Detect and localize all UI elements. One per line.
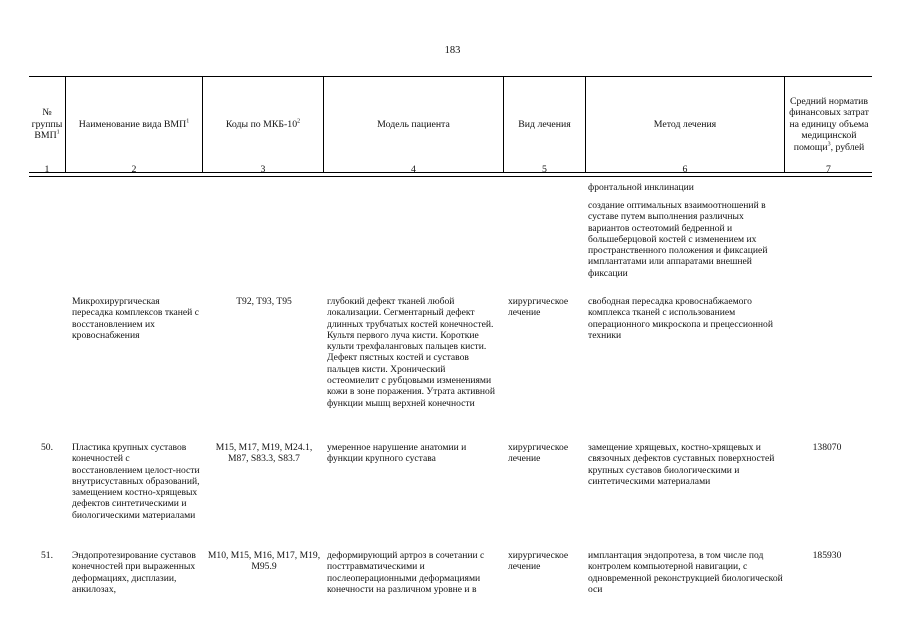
row-icd-codes: M10, M15, M16, M17, M19, M95.9	[207, 550, 321, 573]
row-icd-codes: M15, M17, M19, M24.1, M87, S83.3, S83.7	[215, 442, 313, 465]
row-vmp-name: Пластика крупных суставов конечностей с восстановлением целост-ности внутрисуставных образований, замещением костно-хрящевых дефектов синтетическими и биологическими материалами	[72, 442, 200, 521]
row-average-cost: 185930	[812, 550, 842, 561]
row-vmp-name: Эндопротезирование суставов конечностей при выраженных деформациях, дисплазии, анкилозах,	[72, 550, 196, 595]
column-number: 2	[131, 164, 137, 175]
row-patient-model: умеренное нарушение анатомии и функции крупного сустава	[327, 442, 467, 465]
row-treatment-type: хирургическое лечение	[508, 550, 569, 573]
row-vmp-name: Микрохирургическая пересадка комплексов тканей с восстановлением их кровоснабжения	[72, 296, 199, 341]
row-treatment-type: хирургическое лечение	[508, 296, 569, 319]
column-number: 3	[260, 164, 266, 175]
column-number: 6	[682, 164, 688, 175]
row-average-cost: 138070	[812, 442, 842, 453]
header-treatment-type: Вид лечения	[518, 118, 571, 130]
row-treatment-method: имплантация эндопротеза, в том числе под контролем компьютерной навигации, с одновременной реконструкцией биологической оси	[588, 550, 783, 595]
column-number: 5	[542, 164, 547, 175]
header-group-number: № группы ВМП$^1$	[31, 107, 63, 142]
column-number: 4	[411, 164, 416, 175]
row-treatment-method: свободная пересадка кровоснабжаемого комплекса тканей с использованием операционного микроскопа и прецессионной техники	[588, 296, 773, 341]
row-group-number: 51.	[41, 550, 53, 561]
column-number: 7	[826, 164, 831, 175]
row-treatment-type: хирургическое лечение	[508, 442, 569, 465]
column-number: 1	[44, 164, 50, 175]
page-number: 183	[444, 45, 461, 56]
header-icd-codes: Коды по МКБ-$10^2$	[225, 118, 301, 130]
row-icd-codes: T92, T93, T95	[236, 296, 292, 307]
column-numbers-row	[29, 164, 872, 177]
header-average-cost: Средний норматив финансовых затрат на единицу объема медицинской помощи$^3$, рублей	[789, 95, 869, 153]
header-patient-model: Модель пациента	[377, 118, 450, 130]
row-patient-model: деформирующий артроз в сочетании с посттравматическими и послеоперационными деформациями конечности на различном уровне и в	[327, 550, 485, 595]
row-patient-model: глубокий дефект тканей любой локализации. Сегментарный дефект длинных трубчатых костей конечностей. Культя первого луча кисти. Короткие культи трехфаланговых пальцев кисти. Дефект пястных костей и суставов пальцев кисти. Хронический остеомиелит с рубцовыми изменениями кожи в зоне поражения. Утрата активной функции мышц верхней конечности	[327, 296, 495, 409]
row-group-number: 50.	[41, 442, 53, 453]
header-vmp-name: Наименование вида ВМП$^1$	[78, 118, 190, 130]
method-continuation-a: фронтальной инклинации	[588, 182, 694, 193]
table-header	[29, 76, 872, 173]
row-treatment-method: замещение хрящевых, костно-хрящевых и связочных дефектов суставных поверхностей крупных суставов биологическими и синтетическими материалами	[588, 442, 775, 487]
header-treatment-method: Метод лечения	[653, 118, 717, 130]
method-continuation-b: создание оптимальных взаимоотношений в суставе путем выполнения различных вариантов остеотомий бедренной и большеберцовой костей с изменением их пространственного положения и фиксацией имплантатами или аппаратами внешней фиксации	[588, 200, 768, 279]
